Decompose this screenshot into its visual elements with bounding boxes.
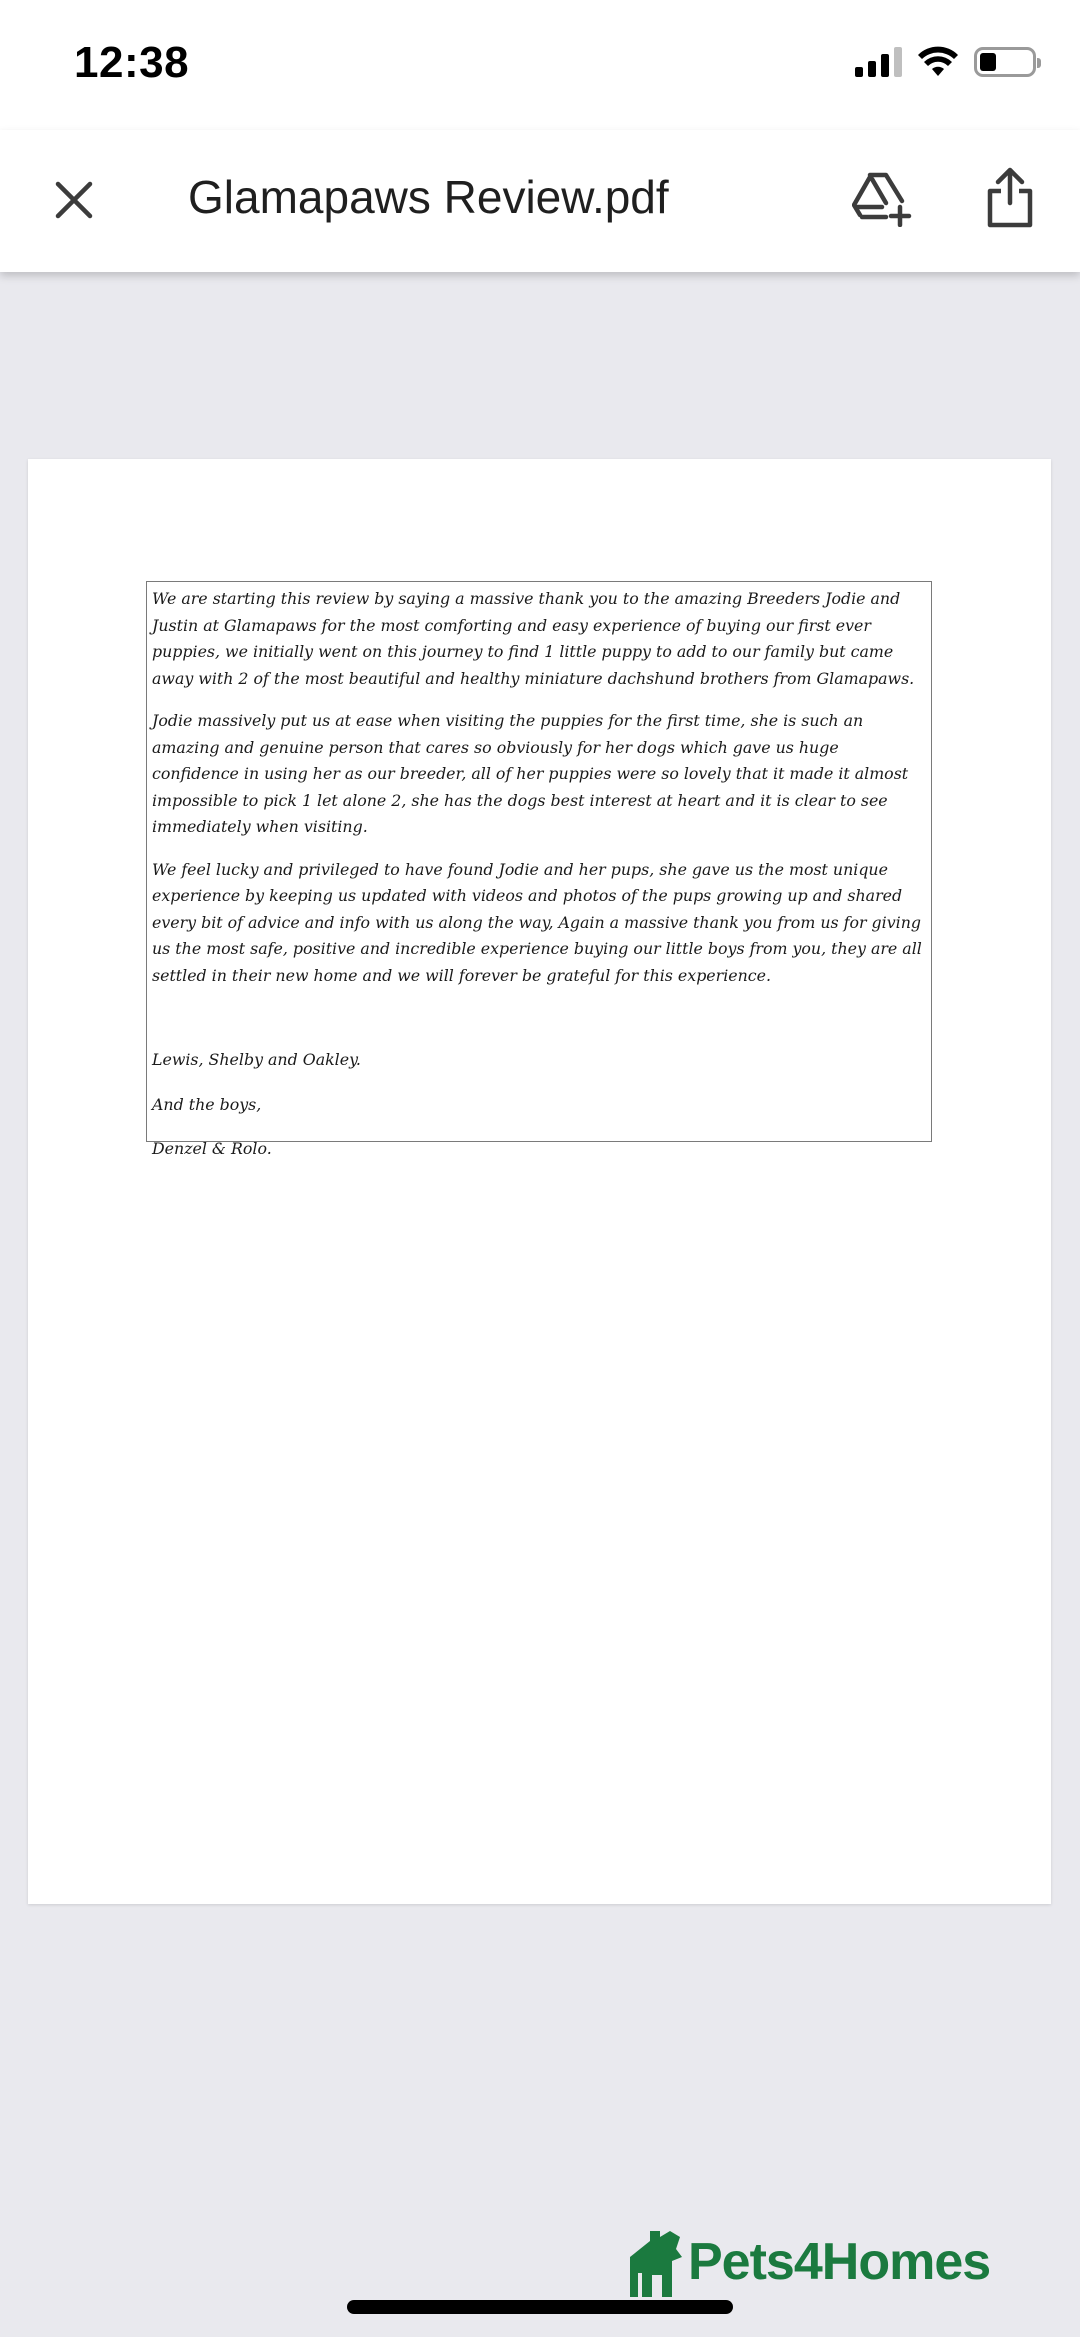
review-paragraph-2: Jodie massively put us at ease when visiting the puppies for the first time, she is such an amazing and genuine person that cares so obviously for her dogs which gave us huge confidence in using her as our breeder, all of her puppies were so lovely that it made it almost impossible to pick 1 let alone 2, she has the dogs best interest at heart and it is clear to see immediately when visiting. xyxy=(152,711,909,836)
pdf-page xyxy=(28,459,1051,1904)
add-to-drive-icon xyxy=(852,171,914,227)
wifi-icon xyxy=(918,46,958,78)
status-icons xyxy=(855,46,1036,78)
review-paragraph-1: We are starting this review by saying a massive thank you to the amazing Breeders Jodie and Justin at Glamapaws for the most comforting and easy experience of buying our first ever puppies, we initially went on this journey to find 1 little puppy to add to our family but came away with 2 of the most beautiful and healthy miniature dachshund brothers from Glamapaws. xyxy=(152,589,915,688)
pets4homes-watermark xyxy=(626,2226,990,2298)
share-button[interactable] xyxy=(978,160,1042,236)
signature-line-2: And the boys, xyxy=(152,1094,262,1114)
pets4homes-logo-icon xyxy=(626,2227,684,2297)
cellular-signal-icon xyxy=(855,47,902,77)
watermark-text: Pets4Homes xyxy=(688,2233,991,2291)
signature-line-1: Lewis, Shelby and Oakley. xyxy=(152,1050,361,1069)
top-app-bar xyxy=(0,130,1080,272)
battery-icon xyxy=(974,47,1036,77)
close-icon xyxy=(54,180,94,220)
status-time: 12:38 xyxy=(74,38,190,87)
review-text-box xyxy=(146,581,932,1158)
signature-line-3: Denzel & Rolo. xyxy=(152,1139,272,1158)
home-indicator[interactable] xyxy=(347,2300,733,2314)
share-icon xyxy=(986,167,1034,229)
status-bar xyxy=(0,0,1080,130)
document-title: Glamapaws Review.pdf xyxy=(188,171,669,223)
review-paragraph-3: We feel lucky and privileged to have found Jodie and her pups, she gave us the most unique experience by keeping us updated with videos and photos of the pups growing up and shared every bit of advice and info with us along the way, Again a massive thank you from us for giving us the most safe, positive and incredible experience buying our little boys from you, they are all settled in their new home and we will forever be grateful for this experience. xyxy=(152,859,922,985)
add-to-drive-button[interactable] xyxy=(848,164,918,234)
close-button[interactable] xyxy=(44,170,104,230)
